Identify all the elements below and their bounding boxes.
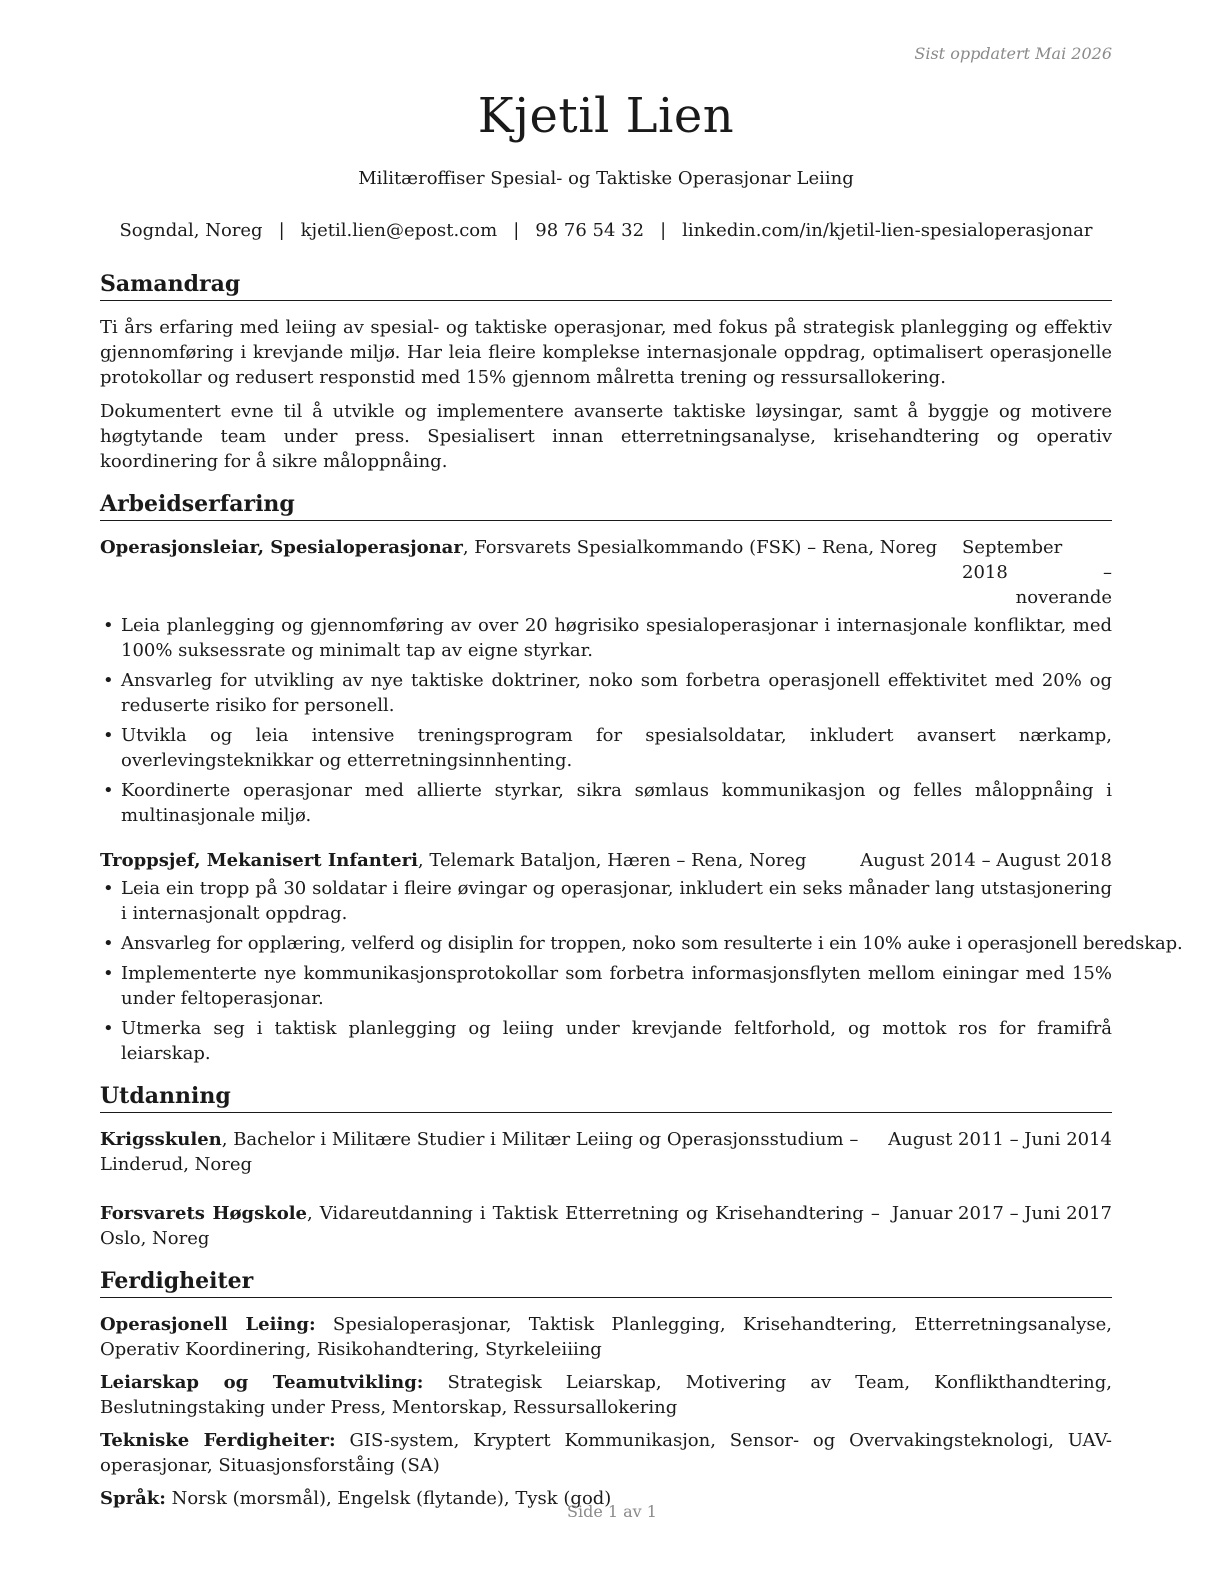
list-item: • Leia ein tropp på 30 soldatar i fleire øvingar og operasjonar, inkludert ein seks månader lang utstasjonering i internasjonalt oppdrag.	[100, 876, 1112, 926]
education-dates: August 2011 – Juni 2014	[888, 1129, 1112, 1150]
section-heading-experience: Arbeidserfaring	[100, 490, 1112, 521]
candidate-name: Kjetil Lien	[477, 88, 735, 144]
contact-separator: |	[513, 220, 520, 241]
list-item: • Leia planlegging og gjennomføring av over 20 høgrisiko spesialoperasjonar i internasjonale konfliktar, med 100% suksessrate og minimalt tap av eigne styrkar.	[100, 613, 1112, 663]
job-header	[100, 848, 1112, 873]
job-bullets	[100, 876, 1183, 1066]
job-header	[100, 535, 1112, 610]
education-entry	[100, 1127, 1112, 1177]
job-role: Troppsjef, Mekanisert Infanteri	[100, 850, 418, 871]
summary-paragraph: Ti års erfaring med leiing av spesial- og taktiske operasjonar, med fokus på strategisk planlegging og effektiv gjennomføring i krevjande miljø. Har leia fleire komplekse internasjonale oppdrag, optimalisert operasjonelle protokollar og redusert responstid med 15% gjennom målretta trening og ressursallokering.	[100, 317, 1112, 388]
skills-section	[100, 1267, 1112, 1511]
resume-content	[100, 270, 1183, 1527]
candidate-title: Militæroffiser Spesial- og Taktiske Operasjonar Leiing	[358, 168, 854, 189]
summary-paragraph: Dokumentert evne til å utvikle og implementere avanserte taktiske løysingar, samt å byggje og motivere høgtytande team under press. Spesialisert innan etterretningsanalyse, krisehandtering og operativ koordinering for å sikre måloppnåing.	[100, 401, 1112, 472]
page-number: Side 1 av 1	[567, 1502, 657, 1521]
job-organization: , Forsvarets Spesialkommando (FSK) – Rena, Noreg	[462, 537, 938, 558]
skill-text: Norsk (morsmål), Engelsk (flytande), Tysk (god)	[165, 1488, 612, 1509]
skill-row	[100, 1312, 1112, 1362]
job-dates: September 2018 – noverande	[962, 537, 1112, 608]
summary-section	[100, 270, 1112, 474]
skill-text: Strategisk Leiarskap, Motivering av Team, Konflikthandtering, Beslutningstaking under Press, Mentorskap, Ressursallokering	[100, 1372, 1112, 1418]
skill-label: Tekniske Ferdigheiter:	[100, 1430, 336, 1451]
contact-separator: |	[278, 220, 285, 241]
skill-text: GIS-system, Kryptert Kommunikasjon, Sensor- og Overvakingsteknologi, UAV-operasjonar, Situasjonsforståing (SA)	[100, 1430, 1112, 1476]
job-bullets	[100, 613, 1112, 828]
skill-text: Spesialoperasjonar, Taktisk Planlegging, Krisehandtering, Etterretningsanalyse, Operativ Koordinering, Risikohandtering, Styrkeleiiing	[100, 1314, 1112, 1360]
list-item: • Utmerka seg i taktisk planlegging og leiing under krevjande feltforhold, og mottok ros for framifrå leiarskap.	[100, 1016, 1112, 1066]
experience-section	[100, 490, 1183, 1066]
contact-phone[interactable]: 98 76 54 32	[535, 220, 645, 241]
education-section	[100, 1082, 1112, 1251]
job-organization: , Telemark Bataljon, Hæren – Rena, Noreg	[417, 850, 807, 871]
education-detail: , Bachelor i Militære Studier i Militær Leiing og Operasjonsstudium – Linderud, Noreg	[100, 1129, 859, 1175]
section-heading-skills: Ferdigheiter	[100, 1267, 1112, 1298]
education-dates: Januar 2017 – Juni 2017	[891, 1203, 1112, 1224]
skill-row	[100, 1370, 1112, 1420]
list-item: • Utvikla og leia intensive treningsprogram for spesialsoldatar, inkludert avansert nærkamp, overlevingsteknikkar og etterretningsinnhenting.	[100, 723, 1112, 773]
last-updated: Sist oppdatert Mai 2026	[914, 44, 1112, 63]
contact-separator: |	[660, 220, 667, 241]
list-item: • Ansvarleg for utvikling av nye taktiske doktriner, noko som forbetra operasjonell effektivitet med 20% og reduserte risiko for personell.	[100, 668, 1112, 718]
skill-label: Leiarskap og Teamutvikling:	[100, 1372, 424, 1393]
job-dates: August 2014 – August 2018	[860, 850, 1112, 871]
job-entry	[100, 535, 1112, 828]
education-detail: , Vidareutdanning i Taktisk Etterretning og Krisehandtering – Oslo, Noreg	[100, 1203, 880, 1249]
list-item: • Implementerte nye kommunikasjonsprotokollar som forbetra informasjonsflyten mellom einingar med 15% under feltoperasjonar.	[100, 961, 1112, 1011]
contact-line	[100, 220, 1112, 241]
education-school: Krigsskulen	[100, 1129, 222, 1150]
job-entry	[100, 848, 1183, 1066]
skill-label: Språk:	[100, 1488, 166, 1509]
contact-location: Sogndal, Noreg	[119, 220, 263, 241]
job-role: Operasjonsleiar, Spesialoperasjonar	[100, 537, 463, 558]
list-item: • Koordinerte operasjonar med allierte styrkar, sikra sømlaus kommunikasjon og felles måloppnåing i multinasjonale miljø.	[100, 778, 1112, 828]
education-school: Forsvarets Høgskole	[100, 1203, 307, 1224]
skill-label: Operasjonell Leiing:	[100, 1314, 316, 1335]
list-item: • Ansvarleg for opplæring, velferd og disiplin for troppen, noko som resulterte i ein 10% auke i operasjonell beredskap.	[100, 931, 1112, 956]
section-heading-education: Utdanning	[100, 1082, 1112, 1113]
contact-linkedin[interactable]: linkedin.com/in/kjetil-lien-spesialoperasjonar	[682, 220, 1093, 241]
education-entry	[100, 1201, 1112, 1251]
section-heading-summary: Samandrag	[100, 270, 1112, 301]
skill-row	[100, 1428, 1112, 1478]
contact-email[interactable]: kjetil.lien@epost.com	[300, 220, 498, 241]
